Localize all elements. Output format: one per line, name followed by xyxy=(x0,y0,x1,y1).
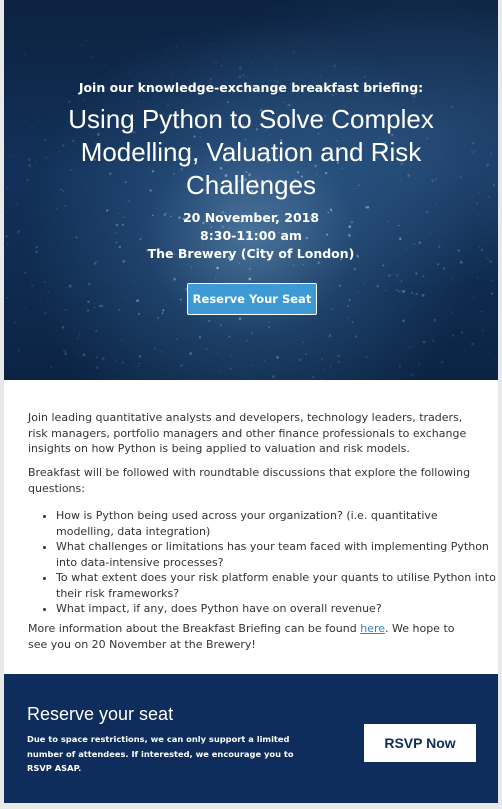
list-item: • How is Python being used across your organization? (i.e. quantitative modelling, data integration) xyxy=(56,508,496,539)
reserve-footer xyxy=(4,674,498,803)
hero-pretitle: Join our knowledge-exchange breakfast briefing: xyxy=(78,80,424,95)
event-time: 8:30-11:00 am xyxy=(200,228,302,243)
followup-paragraph: Breakfast will be followed with roundtable discussions that explore the following questions: xyxy=(28,466,471,495)
event-venue: The Brewery (City of London) xyxy=(147,246,355,261)
here-link[interactable]: here xyxy=(360,622,385,635)
more-info-text: More information about the Breakfast Briefing can be found xyxy=(28,622,361,635)
event-date: 20 November, 2018 xyxy=(182,210,320,225)
hero-banner xyxy=(4,0,498,380)
footer-note: Due to space restrictions, we can only support a limited number of attendees. If interested, we encourage you to RSVP ASAP. xyxy=(27,734,294,773)
body-content xyxy=(4,380,498,674)
more-info-paragraph xyxy=(28,621,474,652)
list-item: • What impact, if any, does Python have on overall revenue? xyxy=(56,601,496,617)
reserve-seat-button[interactable]: Reserve Your Seat xyxy=(187,283,317,315)
list-item: • To what extent does your risk platform enable your quants to utilise Python into their risk frameworks? xyxy=(56,570,496,601)
rsvp-button[interactable]: RSVP Now xyxy=(364,724,476,762)
intro-paragraph: Join leading quantitative analysts and developers, technology leaders, traders, risk managers, portfolio managers and other finance professionals to exchange insights on how Python is being applied to valuation and risk models. xyxy=(28,411,467,455)
more-info-closing: . We hope to see you on 20 November at the Brewery! xyxy=(28,622,455,651)
questions-list xyxy=(28,508,496,617)
list-item: • What challenges or limitations has your team faced with implementing Python into data-intensive processes? xyxy=(56,539,496,570)
footer-title: Reserve your seat xyxy=(27,704,174,724)
hero-title: Using Python to Solve Complex Modelling, Valuation and Risk Challenges xyxy=(68,104,434,200)
